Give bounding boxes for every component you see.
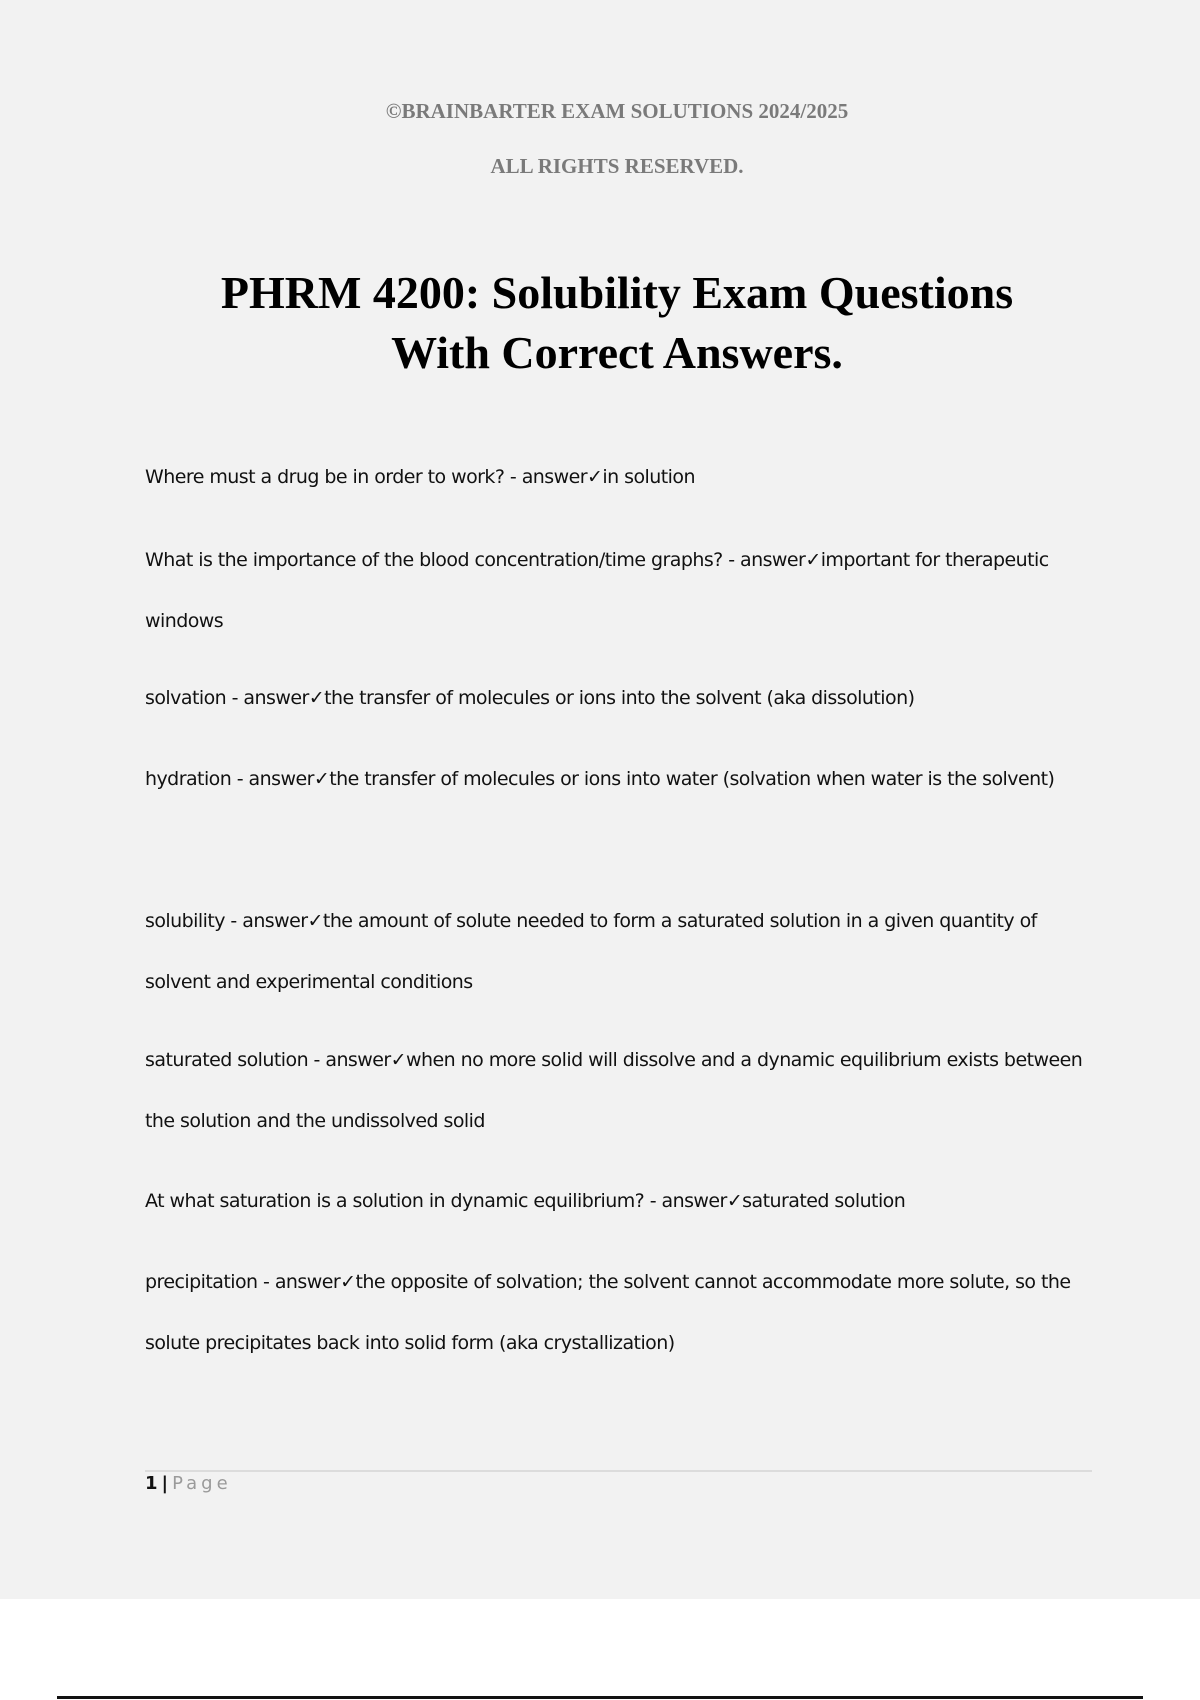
- qa-item: saturated solution - answer✓when no more solid will dissolve and a dynamic equilibrium exists between the solution and the undissolved solid: [145, 1049, 1083, 1132]
- qa-item: solvation - answer✓the transfer of molecules or ions into the solvent (aka dissolution): [145, 687, 915, 709]
- copyright-header: ©BRAINBARTER EXAM SOLUTIONS 2024/2025: [385, 99, 849, 123]
- document-title-line-2: With Correct Answers.: [391, 327, 843, 378]
- page-label: Page: [172, 1473, 232, 1494]
- qa-item: What is the importance of the blood concentration/time graphs? - answer✓important for therapeutic windows: [145, 549, 1049, 632]
- page-number: 1: [145, 1473, 158, 1494]
- document-title-line-1: PHRM 4200: Solubility Exam Questions: [220, 267, 1014, 318]
- qa-item: Where must a drug be in order to work? - answer✓in solution: [145, 466, 695, 488]
- qa-item: hydration - answer✓the transfer of molecules or ions into water (solvation when water is the solvent): [145, 768, 1055, 790]
- rights-header: ALL RIGHTS RESERVED.: [490, 154, 744, 178]
- qa-item: At what saturation is a solution in dynamic equilibrium? - answer✓saturated solution: [145, 1190, 906, 1212]
- footer-separator: [145, 1470, 1092, 1472]
- page-footer: [145, 1473, 232, 1494]
- next-page-top-rule: [57, 1696, 1143, 1699]
- qa-item: solubility - answer✓the amount of solute needed to form a saturated solution in a given quantity of solvent and experimental conditions: [145, 910, 1037, 993]
- footer-divider: |: [161, 1473, 169, 1494]
- qa-item: precipitation - answer✓the opposite of solvation; the solvent cannot accommodate more solute, so the solute precipitates back into solid form (aka crystallization): [145, 1271, 1071, 1354]
